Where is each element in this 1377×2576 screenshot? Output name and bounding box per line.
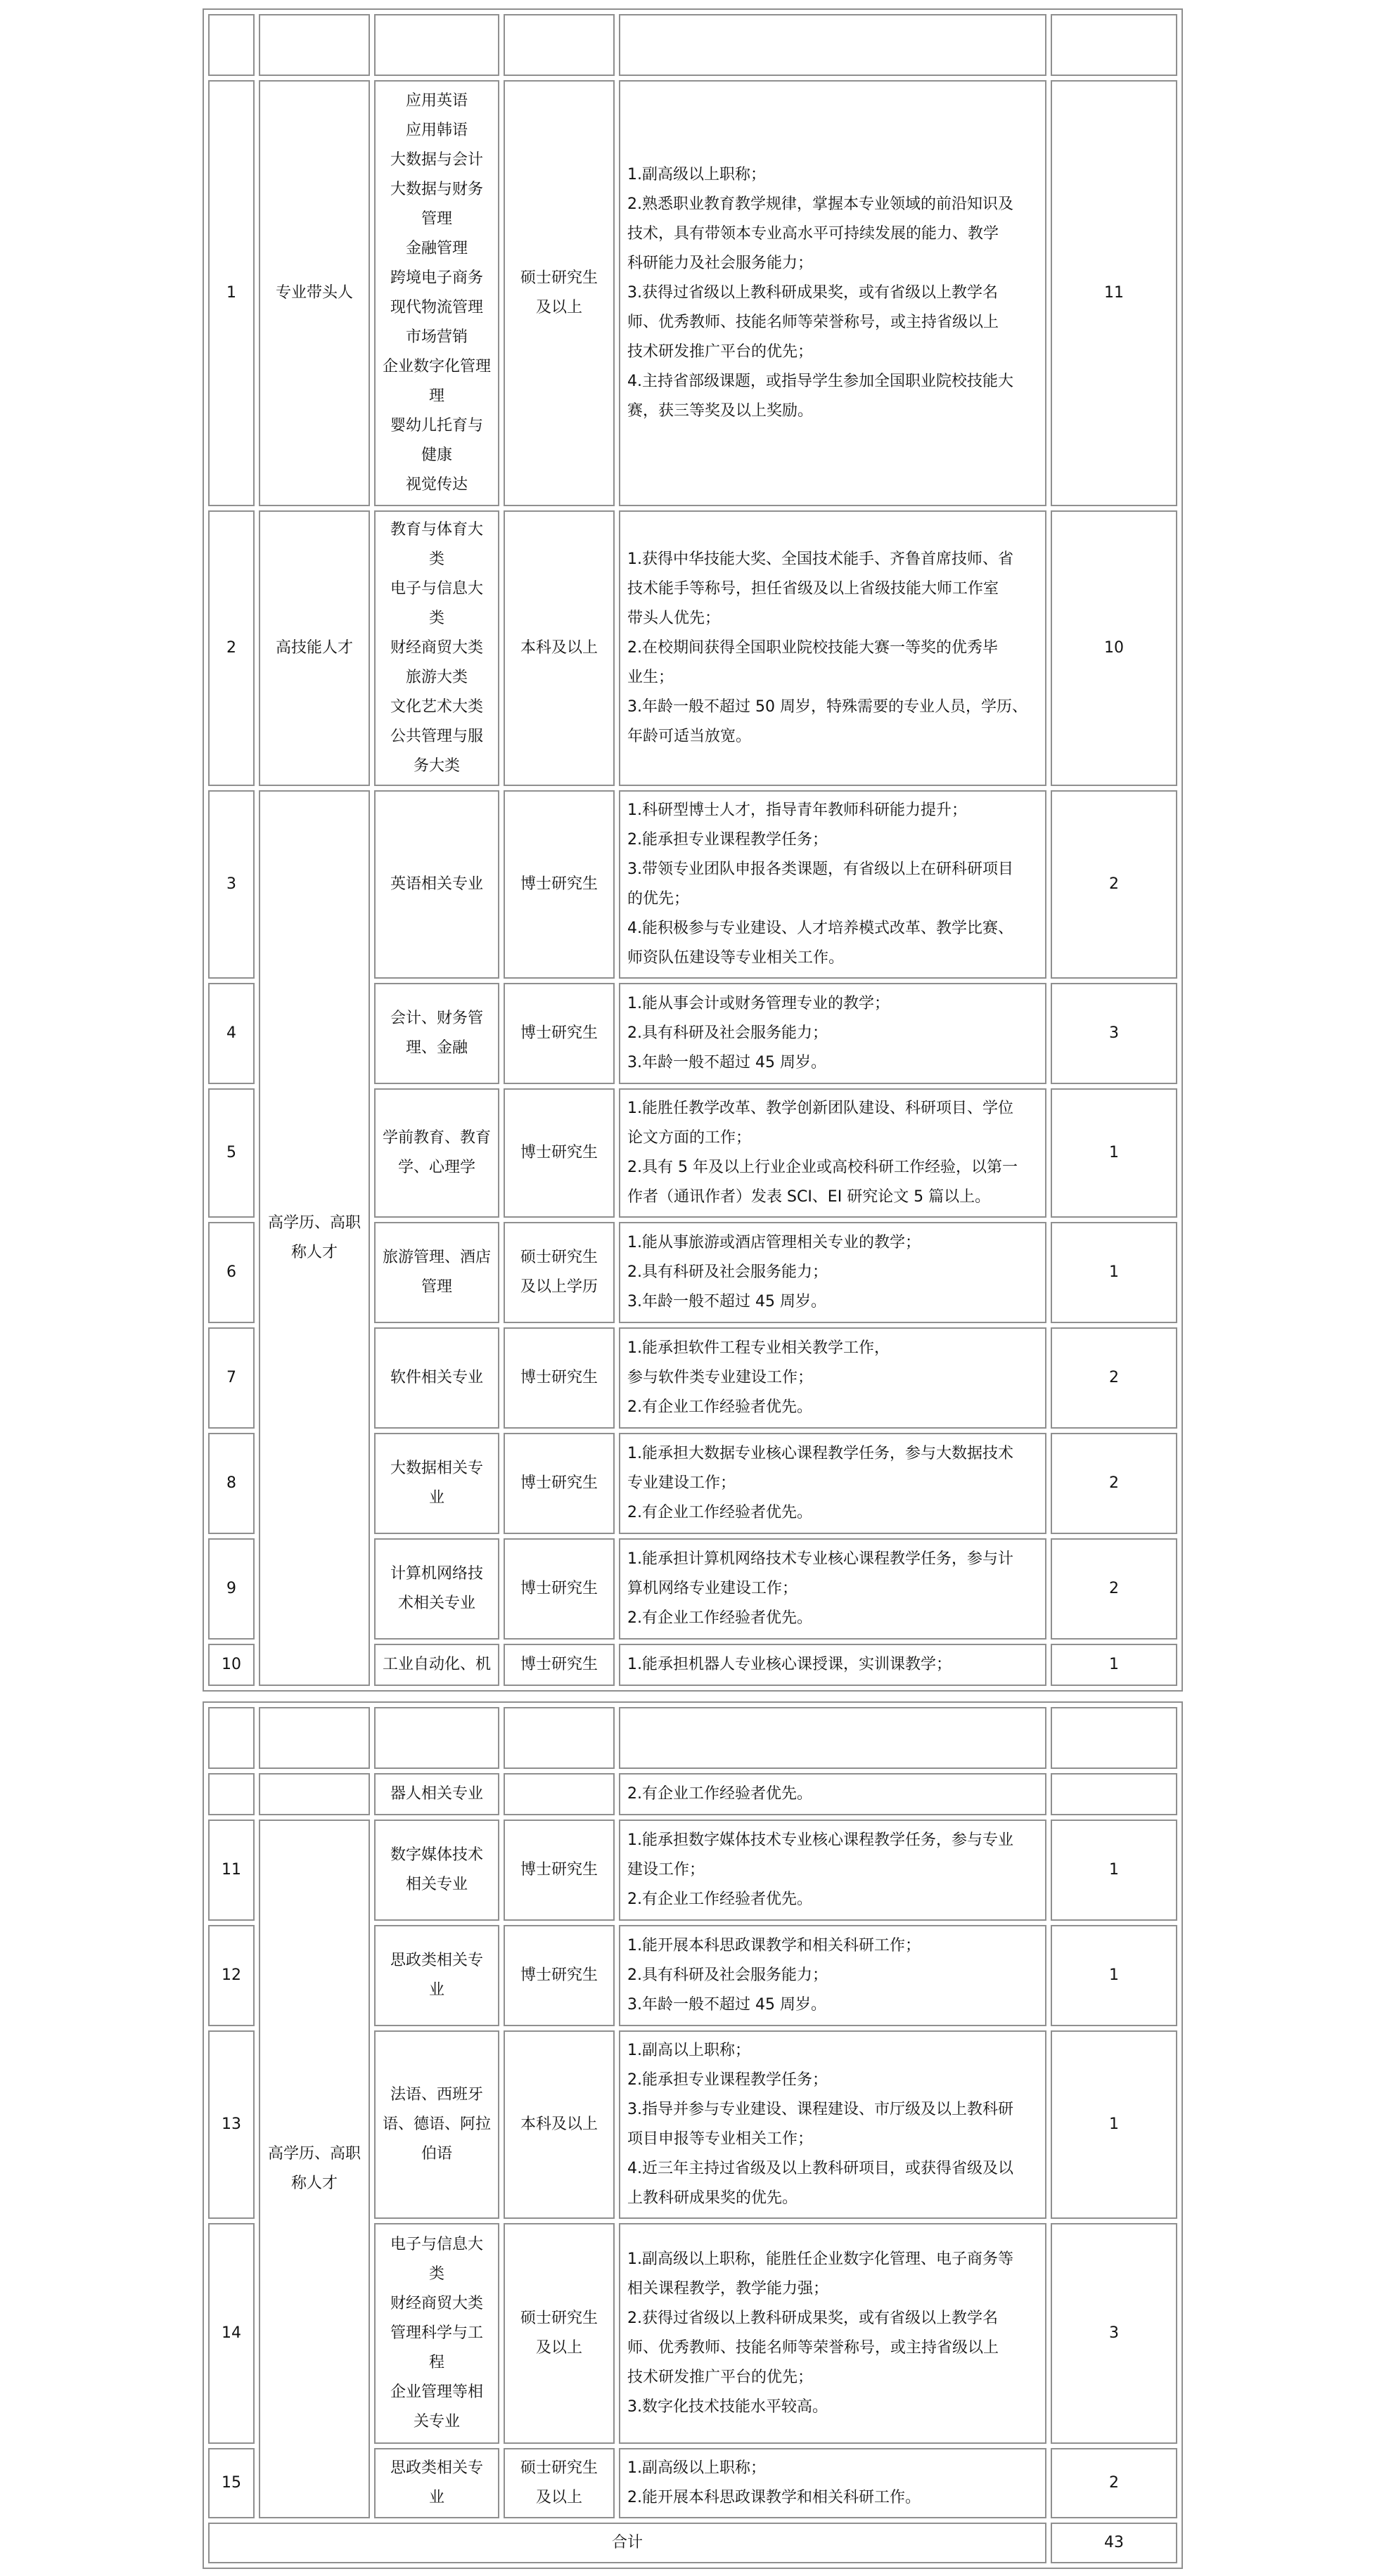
- major-cell: [374, 2223, 499, 2444]
- header-cell-category: [259, 14, 370, 76]
- row-number-cell: 5: [208, 1088, 255, 1218]
- continuation-row: [208, 1773, 1177, 1815]
- row-number-cell: 3: [208, 790, 255, 979]
- category-cell: 高学历、高职称人才: [259, 1820, 370, 2518]
- requirements-cell: [619, 510, 1046, 786]
- text-line: 1.能从事旅游或酒店管理相关专业的教学；: [627, 1234, 921, 1251]
- text-line: 的优先；: [627, 890, 690, 908]
- row-number-cell: 11: [208, 1820, 255, 1921]
- text-line: 公共管理与服: [390, 728, 483, 745]
- table-row: [208, 1820, 1177, 1921]
- text-line: 关专业: [413, 2413, 460, 2430]
- row-number-cell: 6: [208, 1222, 255, 1323]
- row-number-cell: 13: [208, 2030, 255, 2219]
- total-label: 合计: [208, 2523, 1046, 2563]
- row-number-cell: 10: [208, 1644, 255, 1686]
- text-line: 计算机网络技: [390, 1565, 483, 1583]
- count-cell: [1051, 1773, 1177, 1815]
- text-line: 博士研究生: [520, 1861, 598, 1879]
- text-line: 2.具有科研及社会服务能力；: [627, 1966, 828, 1984]
- text-line: 应用韩语: [405, 122, 468, 139]
- count-cell: 11: [1051, 80, 1177, 506]
- row-number-cell: 14: [208, 2223, 255, 2444]
- requirements-cell: [619, 1538, 1046, 1640]
- text-line: 管理: [421, 1278, 452, 1296]
- row-number-cell: 7: [208, 1327, 255, 1429]
- requirements-cell: [619, 1820, 1046, 1921]
- text-line: 上教科研成果奖的优先。: [627, 2189, 798, 2207]
- text-line: 1.科研型博士人才，指导青年教师科研能力提升；: [627, 801, 967, 819]
- text-line: 3.带领专业团队申报各类课题，有省级以上在研科研项目: [627, 861, 1013, 878]
- row-number-cell: 15: [208, 2448, 255, 2518]
- major-cell: [374, 1222, 499, 1323]
- text-line: 2.有企业工作经验者优先。: [627, 1398, 812, 1416]
- text-line: 语、德语、阿拉: [382, 2115, 491, 2133]
- text-line: 2.有企业工作经验者优先。: [627, 1504, 812, 1521]
- requirements-cell: [619, 1222, 1046, 1323]
- text-line: 健康: [421, 446, 452, 464]
- text-line: 大数据与财务: [390, 181, 483, 198]
- text-line: 3.年龄一般不超过 45 周岁。: [627, 1054, 826, 1071]
- text-line: 年龄可适当放宽。: [627, 728, 752, 745]
- text-line: 1.副高以上职称；: [627, 2042, 750, 2059]
- major-cell: [374, 2448, 499, 2518]
- text-line: 3.年龄一般不超过 45 周岁。: [627, 1293, 826, 1310]
- row-number-cell: 1: [208, 80, 255, 506]
- text-line: 电子与信息大: [390, 2236, 483, 2253]
- header-cell-count: [1051, 14, 1177, 76]
- recruitment-table-part-2: [203, 1701, 1183, 2569]
- table-row: [208, 80, 1177, 506]
- count-cell: 3: [1051, 983, 1177, 1084]
- education-cell: [504, 2030, 615, 2219]
- count-cell: 1: [1051, 1925, 1177, 2026]
- text-line: 2.具有 5 年及以上行业企业或高校科研工作经验，以第一: [627, 1159, 1018, 1176]
- row-number-cell: 8: [208, 1433, 255, 1534]
- count-cell: 3: [1051, 2223, 1177, 2444]
- text-line: 4.近三年主持过省级及以上教科研项目，或获得省级及以: [627, 2160, 1013, 2177]
- count-cell: 2: [1051, 2448, 1177, 2518]
- text-line: 英语相关专业: [390, 875, 483, 893]
- text-line: 项目申报等专业相关工作；: [627, 2130, 814, 2148]
- text-line: 1.副高级以上职称；: [627, 2459, 766, 2477]
- education-cell: [504, 1538, 615, 1640]
- text-line: 1.能胜任教学改革、教学创新团队建设、科研项目、学位: [627, 1100, 1013, 1117]
- category-cell: 专业带头人: [259, 80, 370, 506]
- text-line: 硕士研究生: [520, 1249, 598, 1266]
- text-line: 电子与信息大: [390, 580, 483, 598]
- count-cell: 2: [1051, 1538, 1177, 1640]
- total-row: [208, 2523, 1177, 2563]
- major-cell: [374, 1538, 499, 1640]
- major-cell: [374, 790, 499, 979]
- text-line: 2.有企业工作经验者优先。: [627, 1609, 812, 1627]
- requirements-cell: [619, 790, 1046, 979]
- major-cell: [374, 1773, 499, 1815]
- text-line: 3.数字化技术技能水平较高。: [627, 2398, 828, 2416]
- text-line: 思政类相关专: [390, 2459, 483, 2477]
- major-cell: [374, 510, 499, 786]
- text-line: 学、心理学: [397, 1159, 475, 1176]
- text-line: 视觉传达: [405, 476, 468, 494]
- text-line: 务大类: [413, 757, 460, 775]
- header-cell-requirements: [619, 1707, 1046, 1769]
- text-line: 1.能承担机器人专业核心课授课，实训课教学；: [627, 1656, 952, 1673]
- text-line: 应用英语: [405, 92, 468, 110]
- text-line: 大数据与会计: [390, 151, 483, 169]
- text-line: 2.具有科研及社会服务能力；: [627, 1024, 828, 1042]
- text-line: 会计、财务管: [390, 1010, 483, 1027]
- text-line: 博士研究生: [520, 1580, 598, 1597]
- education-cell: [504, 1088, 615, 1218]
- major-cell: [374, 1820, 499, 1921]
- text-line: 本科及以上: [520, 639, 598, 657]
- requirements-cell: [619, 1088, 1046, 1218]
- text-line: 师资队伍建设等专业相关工作。: [627, 949, 845, 967]
- text-line: 1.能承担数字媒体技术专业核心课程教学任务，参与专业: [627, 1831, 1013, 1849]
- count-cell: 10: [1051, 510, 1177, 786]
- count-cell: 2: [1051, 1433, 1177, 1534]
- text-line: 旅游管理、酒店: [382, 1249, 491, 1266]
- header-cell-no: [208, 14, 255, 76]
- text-line: 2.有企业工作经验者优先。: [627, 1785, 812, 1803]
- text-line: 数字媒体技术: [390, 1846, 483, 1864]
- requirements-cell: [619, 1644, 1046, 1686]
- row-number-cell: 9: [208, 1538, 255, 1640]
- header-cell-category: [259, 1707, 370, 1769]
- text-line: 技术研发推广平台的优先；: [627, 2369, 814, 2386]
- text-line: 2.熟悉职业教育教学规律，掌握本专业领域的前沿知识及: [627, 195, 1013, 213]
- text-line: 及以上学历: [520, 1278, 598, 1296]
- text-line: 论文方面的工作；: [627, 1129, 752, 1147]
- requirements-cell: [619, 1433, 1046, 1534]
- text-line: 教育与体育大: [390, 521, 483, 539]
- education-cell: [504, 1433, 615, 1534]
- text-line: 业: [428, 2489, 444, 2506]
- count-cell: 2: [1051, 1327, 1177, 1429]
- header-cell-no: [208, 1707, 255, 1769]
- text-line: 业生；: [627, 669, 674, 686]
- text-line: 专业建设工作；: [627, 1474, 736, 1492]
- text-line: 财经商贸大类: [390, 2295, 483, 2312]
- text-line: 博士研究生: [520, 1966, 598, 1984]
- text-line: 及以上: [535, 2489, 582, 2506]
- education-cell: [504, 2448, 615, 2518]
- text-line: 工业自动化、机: [382, 1656, 491, 1673]
- row-number-cell: 12: [208, 1925, 255, 2026]
- text-line: 1.能承担计算机网络技术专业核心课程教学任务，参与计: [627, 1550, 1013, 1568]
- text-line: 硕士研究生: [520, 269, 598, 287]
- text-line: 市场营销: [405, 328, 468, 346]
- education-cell: [504, 2223, 615, 2444]
- text-line: 程: [428, 2354, 444, 2371]
- major-cell: [374, 983, 499, 1084]
- header-cell-education: [504, 1707, 615, 1769]
- text-line: 金融管理: [405, 240, 468, 257]
- text-line: 2.获得过省级以上教科研成果奖，或有省级以上教学名: [627, 2310, 998, 2327]
- text-line: 硕士研究生: [520, 2310, 598, 2327]
- major-cell: [374, 2030, 499, 2219]
- category-cell: 高学历、高职称人才: [259, 790, 370, 1686]
- text-line: 器人相关专业: [390, 1785, 483, 1803]
- text-line: 技术，具有带领本专业高水平可持续发展的能力、教学: [627, 225, 999, 243]
- text-line: 带头人优先；: [627, 610, 721, 627]
- requirements-cell: [619, 983, 1046, 1084]
- major-cell: [374, 1088, 499, 1218]
- text-line: 理、金融: [405, 1039, 468, 1057]
- count-cell: 2: [1051, 790, 1177, 979]
- text-line: 学前教育、教育: [382, 1129, 491, 1147]
- row-number-cell: [208, 1773, 255, 1815]
- text-line: 伯语: [421, 2145, 452, 2163]
- text-line: 类: [428, 610, 444, 627]
- requirements-cell: [619, 2030, 1046, 2219]
- education-cell: [504, 80, 615, 506]
- text-line: 博士研究生: [520, 1144, 598, 1161]
- header-row: [208, 1707, 1177, 1769]
- text-line: 2.有企业工作经验者优先。: [627, 1891, 812, 1908]
- text-line: 技术能手等称号，担任省级及以上省级技能大师工作室: [627, 580, 999, 598]
- text-line: 1.获得中华技能大奖、全国技术能手、齐鲁首席技师、省: [627, 550, 1013, 568]
- requirements-cell: [619, 1773, 1046, 1815]
- text-line: 2.能承担专业课程教学任务；: [627, 2071, 828, 2089]
- text-line: 师、优秀教师、技能名师等荣誉称号，或主持省级以上: [627, 314, 999, 331]
- text-line: 2.具有科研及社会服务能力；: [627, 1263, 828, 1281]
- text-line: 大数据相关专: [390, 1460, 483, 1477]
- text-line: 1.能承担软件工程专业相关教学工作，: [627, 1339, 890, 1357]
- education-cell: [504, 510, 615, 786]
- header-row: [208, 14, 1177, 76]
- text-line: 管理科学与工: [390, 2324, 483, 2342]
- text-line: 业: [428, 1981, 444, 1999]
- text-line: 科研能力及社会服务能力；: [627, 255, 814, 272]
- text-line: 博士研究生: [520, 875, 598, 893]
- text-line: 1.能承担大数据专业核心课程教学任务，参与大数据技术: [627, 1445, 1013, 1462]
- text-line: 管理: [421, 210, 452, 228]
- text-line: 1.副高级以上职称；: [627, 166, 766, 183]
- text-line: 企业管理等相: [390, 2383, 483, 2401]
- requirements-cell: [619, 2448, 1046, 2518]
- text-line: 4.能积极参与专业建设、人才培养模式改革、教学比赛、: [627, 920, 1013, 937]
- text-line: 及以上: [535, 299, 582, 316]
- text-line: 作者（通讯作者）发表 SCI、EI 研究论文 5 篇以上。: [627, 1188, 991, 1206]
- text-line: 业: [428, 1489, 444, 1507]
- header-cell-count: [1051, 1707, 1177, 1769]
- text-line: 相关课程教学，教学能力强；: [627, 2280, 829, 2298]
- text-line: 3.年龄一般不超过 45 周岁。: [627, 1996, 826, 2014]
- text-line: 术相关专业: [397, 1595, 475, 1612]
- text-line: 算机网络专业建设工作；: [627, 1580, 798, 1597]
- text-line: 相关专业: [405, 1876, 468, 1893]
- text-line: 建设工作；: [627, 1861, 705, 1879]
- requirements-cell: [619, 1925, 1046, 2026]
- education-cell: [504, 1644, 615, 1686]
- education-cell: [504, 1925, 615, 2026]
- count-cell: 1: [1051, 1088, 1177, 1218]
- text-line: 思政类相关专: [390, 1952, 483, 1969]
- text-line: 现代物流管理: [390, 299, 483, 316]
- text-line: 硕士研究生: [520, 2459, 598, 2477]
- education-cell: [504, 1327, 615, 1429]
- text-line: 财经商贸大类: [390, 639, 483, 657]
- text-line: 企业数字化管理: [382, 358, 491, 375]
- education-cell: [504, 1820, 615, 1921]
- education-cell: [504, 1222, 615, 1323]
- header-cell-major: [374, 1707, 499, 1769]
- text-line: 婴幼儿托育与: [390, 417, 483, 434]
- count-cell: 1: [1051, 1644, 1177, 1686]
- text-line: 本科及以上: [520, 2115, 598, 2133]
- text-line: 软件相关专业: [390, 1369, 483, 1386]
- category-cell: 高技能人才: [259, 510, 370, 786]
- text-line: 类: [428, 550, 444, 568]
- row-number-cell: 2: [208, 510, 255, 786]
- major-cell: [374, 1327, 499, 1429]
- requirements-cell: [619, 80, 1046, 506]
- text-line: 3.指导并参与专业建设、课程建设、市厅级及以上教科研: [627, 2101, 1013, 2118]
- header-cell-major: [374, 14, 499, 76]
- requirements-cell: [619, 1327, 1046, 1429]
- total-count: 43: [1051, 2523, 1177, 2563]
- text-line: 博士研究生: [520, 1656, 598, 1673]
- text-line: 及以上: [535, 2339, 582, 2357]
- text-line: 法语、西班牙: [390, 2086, 483, 2104]
- text-line: 赛，获三等奖及以上奖励。: [627, 402, 814, 420]
- text-line: 师、优秀教师、技能名师等荣誉称号，或主持省级以上: [627, 2339, 999, 2357]
- text-line: 2.能开展本科思政课教学和相关科研工作。: [627, 2489, 921, 2506]
- table-row: [208, 790, 1177, 979]
- text-line: 2.能承担专业课程教学任务；: [627, 831, 828, 849]
- count-cell: 1: [1051, 1820, 1177, 1921]
- header-cell-education: [504, 14, 615, 76]
- text-line: 理: [428, 387, 444, 405]
- table-row: [208, 510, 1177, 786]
- major-cell: [374, 80, 499, 506]
- text-line: 类: [428, 2265, 444, 2283]
- text-line: 技术研发推广平台的优先；: [627, 343, 814, 361]
- education-cell: [504, 983, 615, 1084]
- text-line: 博士研究生: [520, 1024, 598, 1042]
- text-line: 跨境电子商务: [390, 269, 483, 287]
- major-cell: [374, 1925, 499, 2026]
- text-line: 旅游大类: [405, 669, 468, 686]
- text-line: 1.能开展本科思政课教学和相关科研工作；: [627, 1937, 921, 1954]
- text-line: 文化艺术大类: [390, 698, 483, 716]
- text-line: 1.能从事会计或财务管理专业的教学；: [627, 995, 890, 1012]
- text-line: 参与软件类专业建设工作；: [627, 1369, 814, 1386]
- major-cell: [374, 1644, 499, 1686]
- count-cell: 1: [1051, 2030, 1177, 2219]
- count-cell: 1: [1051, 1222, 1177, 1323]
- recruitment-table-part-1: [203, 8, 1183, 1692]
- text-line: 博士研究生: [520, 1369, 598, 1386]
- requirements-cell: [619, 2223, 1046, 2444]
- header-cell-requirements: [619, 14, 1046, 76]
- text-line: 4.主持省部级课题，或指导学生参加全国职业院校技能大: [627, 373, 1013, 390]
- text-line: 3.获得过省级以上教科研成果奖，或有省级以上教学名: [627, 284, 998, 302]
- text-line: 1.副高级以上职称，能胜任企业数字化管理、电子商务等: [627, 2250, 1013, 2268]
- row-number-cell: 4: [208, 983, 255, 1084]
- text-line: 3.年龄一般不超过 50 周岁，特殊需要的专业人员，学历、: [627, 698, 1027, 716]
- category-cell: [259, 1773, 370, 1815]
- education-cell: [504, 790, 615, 979]
- major-cell: [374, 1433, 499, 1534]
- education-cell: [504, 1773, 615, 1815]
- text-line: 2.在校期间获得全国职业院校技能大赛一等奖的优秀毕: [627, 639, 998, 657]
- text-line: 博士研究生: [520, 1474, 598, 1492]
